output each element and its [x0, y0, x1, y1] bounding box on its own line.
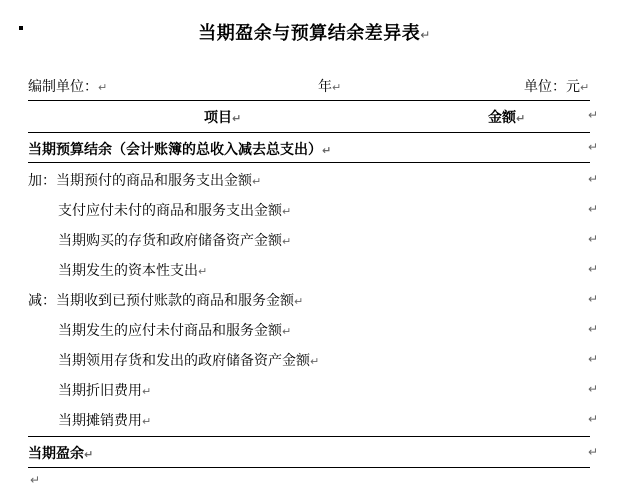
row-end-mark: ↵ — [588, 382, 599, 396]
total-rule — [28, 436, 590, 437]
row-end-mark: ↵ — [588, 140, 599, 154]
table-row: 加：当期预付的商品和服务支出金额↵ — [28, 173, 262, 189]
row-end-mark: ↵ — [588, 108, 599, 122]
row-end-mark: ↵ — [588, 292, 599, 306]
row-end-mark: ↵ — [588, 412, 599, 426]
section-rule — [28, 162, 590, 163]
page-title: 当期盈余与预算结余差异表↵ — [198, 23, 431, 44]
currency-unit-label: 单位：元↵ — [524, 79, 590, 95]
column-header-item: 项目↵ — [204, 110, 242, 126]
year-label: 年↵ — [318, 79, 342, 95]
table-bottom-rule — [28, 467, 590, 468]
trailing-paragraph-mark: ↵ — [30, 473, 41, 487]
row-end-mark: ↵ — [588, 322, 599, 336]
table-row-total: 当期盈余↵ — [28, 446, 94, 462]
row-end-mark: ↵ — [588, 445, 599, 459]
header-rule — [28, 132, 590, 133]
table-row: 当期发生的资本性支出↵ — [58, 263, 208, 279]
table-row: 当期折旧费用↵ — [58, 383, 152, 399]
table-row: 当期领用存货和发出的政府储备资产金额↵ — [58, 353, 320, 369]
row-end-mark: ↵ — [588, 172, 599, 186]
table-row: 当期预算结余（会计账簿的总收入减去总支出）↵ — [28, 142, 332, 158]
table-row: 当期发生的应付未付商品和服务金额↵ — [58, 323, 292, 339]
table-top-rule — [28, 100, 590, 101]
row-end-mark: ↵ — [588, 202, 599, 216]
table-row: 当期购买的存货和政府储备资产金额↵ — [58, 233, 292, 249]
row-end-mark: ↵ — [588, 352, 599, 366]
table-row: 支付应付未付的商品和服务支出金额↵ — [58, 203, 292, 219]
preparer-label: 编制单位：↵ — [28, 79, 108, 95]
table-row: 当期摊销费用↵ — [58, 413, 152, 429]
row-end-mark: ↵ — [588, 232, 599, 246]
column-header-amount: 金额↵ — [488, 110, 526, 126]
row-end-mark: ↵ — [588, 262, 599, 276]
table-row: 减：当期收到已预付账款的商品和服务金额↵ — [28, 293, 304, 309]
